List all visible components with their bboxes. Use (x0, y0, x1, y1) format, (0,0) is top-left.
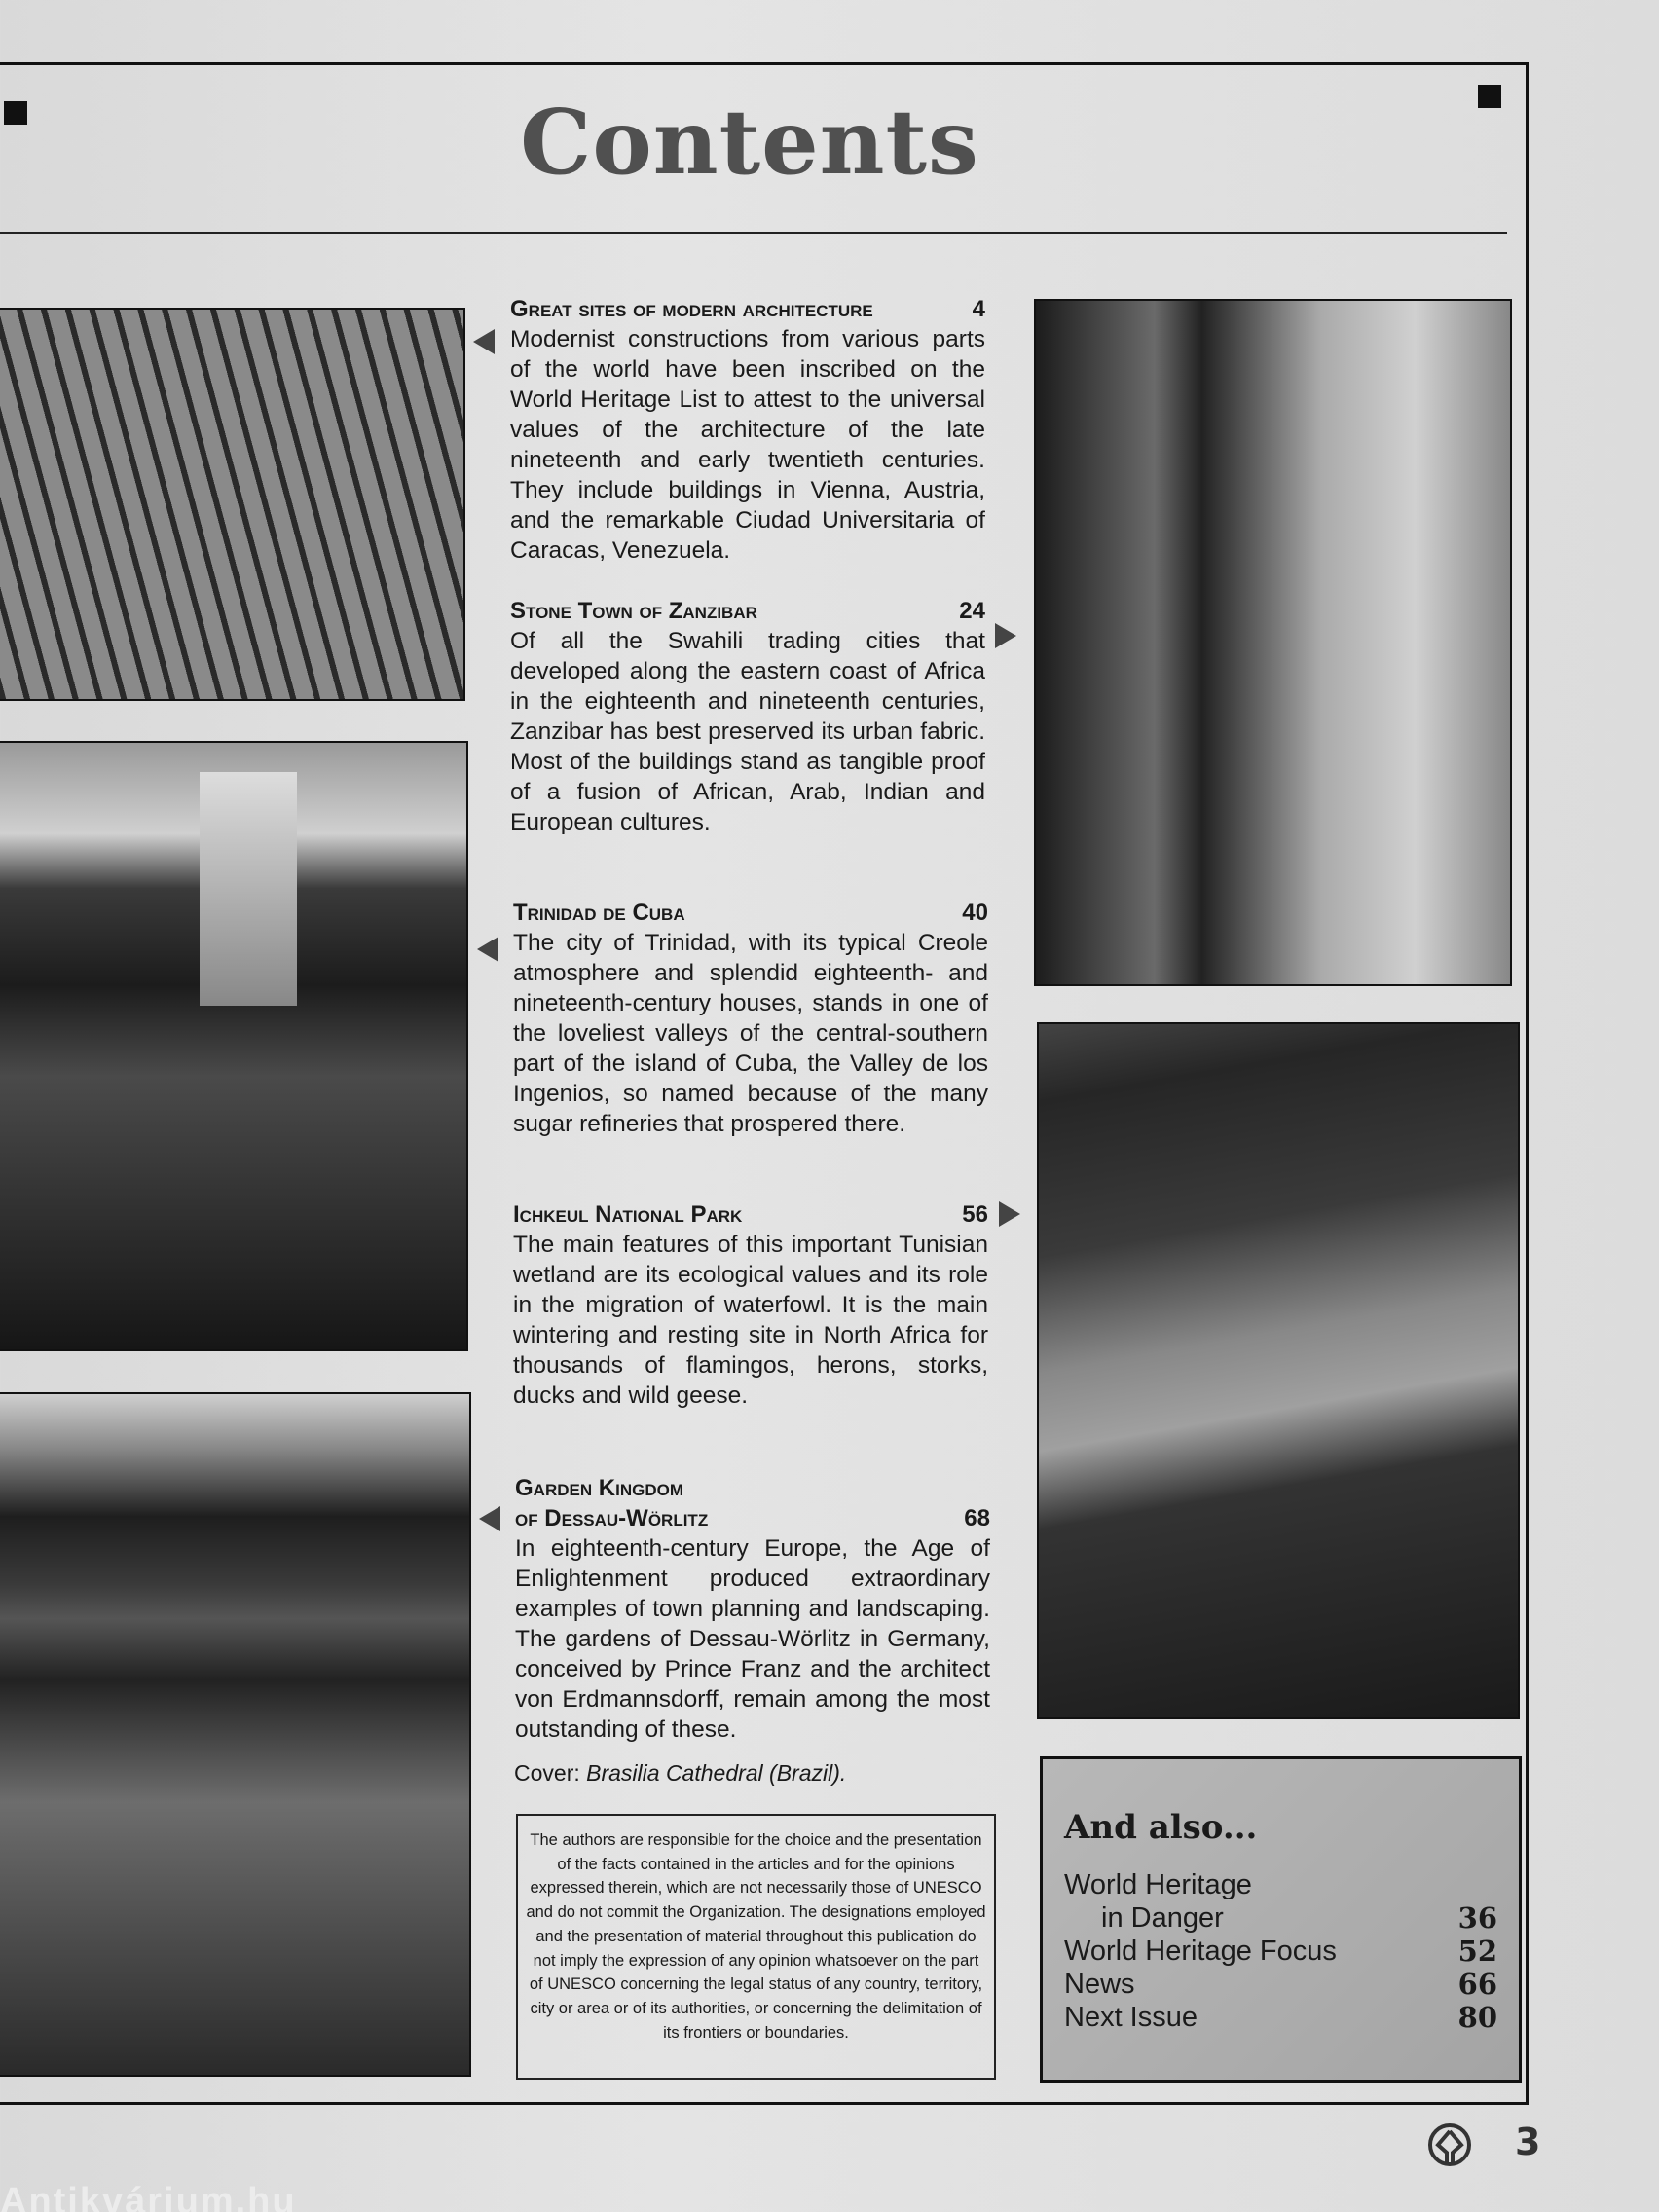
frame-bottom-rule (0, 2102, 1529, 2105)
also-item-page: 52 (1457, 1935, 1497, 1968)
bell-tower-shape (200, 772, 297, 1006)
toc-entry[interactable] (515, 1473, 990, 1745)
arrow-left-icon (477, 937, 498, 962)
world-heritage-emblem-icon (1427, 2122, 1472, 2167)
entry-page: 24 (959, 598, 985, 624)
watermark: Antikvárium.hu (0, 2181, 297, 2212)
also-item-label: Next Issue (1064, 2002, 1198, 2033)
disclaimer-box: The authors are responsible for the choice and the presentation of the facts contained in the articles and for the opinions expressed therein, which are not necessarily those of UNESCO and do not commit the Organization. The designations employed and the presentation of material throughout this publication do not imply the expression of any opinion whatsoever on the part of UNESCO concerning the legal status of any country, territory, city or area or of its authorities, or concerning the delimitation of its frontiers or boundaries. (516, 1814, 996, 2080)
also-item-label: World Heritage Focus (1064, 1936, 1337, 1967)
cover-text: Brasilia Cathedral (Brazil). (586, 1760, 847, 1786)
also-item-page: 36 (1457, 1901, 1497, 1935)
also-item[interactable] (1064, 1935, 1497, 1968)
toc-entry[interactable] (513, 1199, 988, 1411)
photo-dessau-worlitz-lake (0, 1392, 471, 2077)
and-also-box (1040, 1756, 1522, 2083)
entry-title: Ichkeul National Park (513, 1201, 743, 1228)
cover-label: Cover: (514, 1760, 580, 1786)
toc-entry[interactable] (513, 898, 988, 1139)
also-item-page: 80 (1457, 2001, 1497, 2034)
photo-trinidad-bell-tower (0, 741, 468, 1351)
entry-title: Great sites of modern architecture (510, 296, 873, 322)
entry-title-line1: Garden Kingdom (515, 1475, 683, 1501)
also-item[interactable] (1064, 1901, 1497, 1935)
also-item-label: News (1064, 1969, 1135, 2000)
also-item-label: in Danger (1101, 1902, 1224, 1934)
page-number: 3 (1515, 2120, 1541, 2163)
arrow-right-icon (995, 623, 1016, 648)
also-item[interactable] (1064, 1868, 1497, 1901)
and-also-heading: And also... (1064, 1808, 1258, 1847)
entry-description: In eighteenth-century Europe, the Age of Enlightenment produced extraordinary examples of town planning and landscaping. The gardens of Dessau-Wörlitz in Germany, conceived by Prince Franz and the architect von Erdmannsdorff, remain among the most outstanding of these. (515, 1535, 990, 1743)
arrow-left-icon (473, 329, 495, 354)
entry-description: The main features of this important Tunisian wetland are its ecological values and its role in the migration of waterfowl. It is the main wintering and resting site in North Africa for thousands of flamingos, herons, storks, ducks and wild geese. (513, 1232, 988, 1409)
entry-page: 4 (972, 296, 985, 322)
entry-description: Of all the Swahili trading cities that developed along the eastern coast of Africa in the eighteenth and nineteenth centuries, Zanzibar has best preserved its urban fabric. Most of the buildings stand as tangible proof of a fusion of African, Arab, Indian and European cultures. (510, 628, 985, 835)
arrow-right-icon (999, 1201, 1020, 1227)
photo-ichkeul-wetland (1037, 1022, 1520, 1719)
frame-right-rule (1526, 62, 1529, 2105)
entry-description: Modernist constructions from various parts of the world have been inscribed on the World Heritage List to attest to the universal values of the architecture of the late nineteenth and early twentieth centuries. They include buildings in Vienna, Austria, and the remarkable Ciudad Universitaria of Caracas, Venezuela. (510, 326, 985, 564)
also-item-page: 66 (1457, 1968, 1497, 2001)
photo-zanzibar-colonnade (1034, 299, 1512, 986)
photo-modern-architecture-stairwell (0, 308, 465, 701)
entry-title: Stone Town of Zanzibar (510, 598, 757, 624)
also-item-label: World Heritage (1064, 1869, 1252, 1900)
frame-top-rule (0, 62, 1529, 65)
entry-description: The city of Trinidad, with its typical Creole atmosphere and splendid eighteenth- and nineteenth-century houses, stands in one of the loveliest valleys of the central-southern part of the island of Cuba, the Valley de los Ingenios, so named because of the many sugar refineries that prospered there. (513, 930, 988, 1137)
toc-entry[interactable] (510, 294, 985, 566)
cover-caption (514, 1760, 846, 1787)
also-item[interactable] (1064, 2001, 1497, 2034)
title-rule (0, 232, 1507, 234)
entry-title: of Dessau-Wörlitz (515, 1505, 709, 1531)
entry-title: Trinidad de Cuba (513, 900, 685, 926)
entry-page: 40 (962, 900, 988, 926)
entry-page: 56 (962, 1201, 988, 1228)
page-title: Contents (520, 90, 979, 195)
arrow-left-icon (479, 1506, 500, 1531)
toc-entry[interactable] (510, 596, 985, 837)
entry-page: 68 (964, 1505, 990, 1531)
also-item[interactable] (1064, 1968, 1497, 2001)
